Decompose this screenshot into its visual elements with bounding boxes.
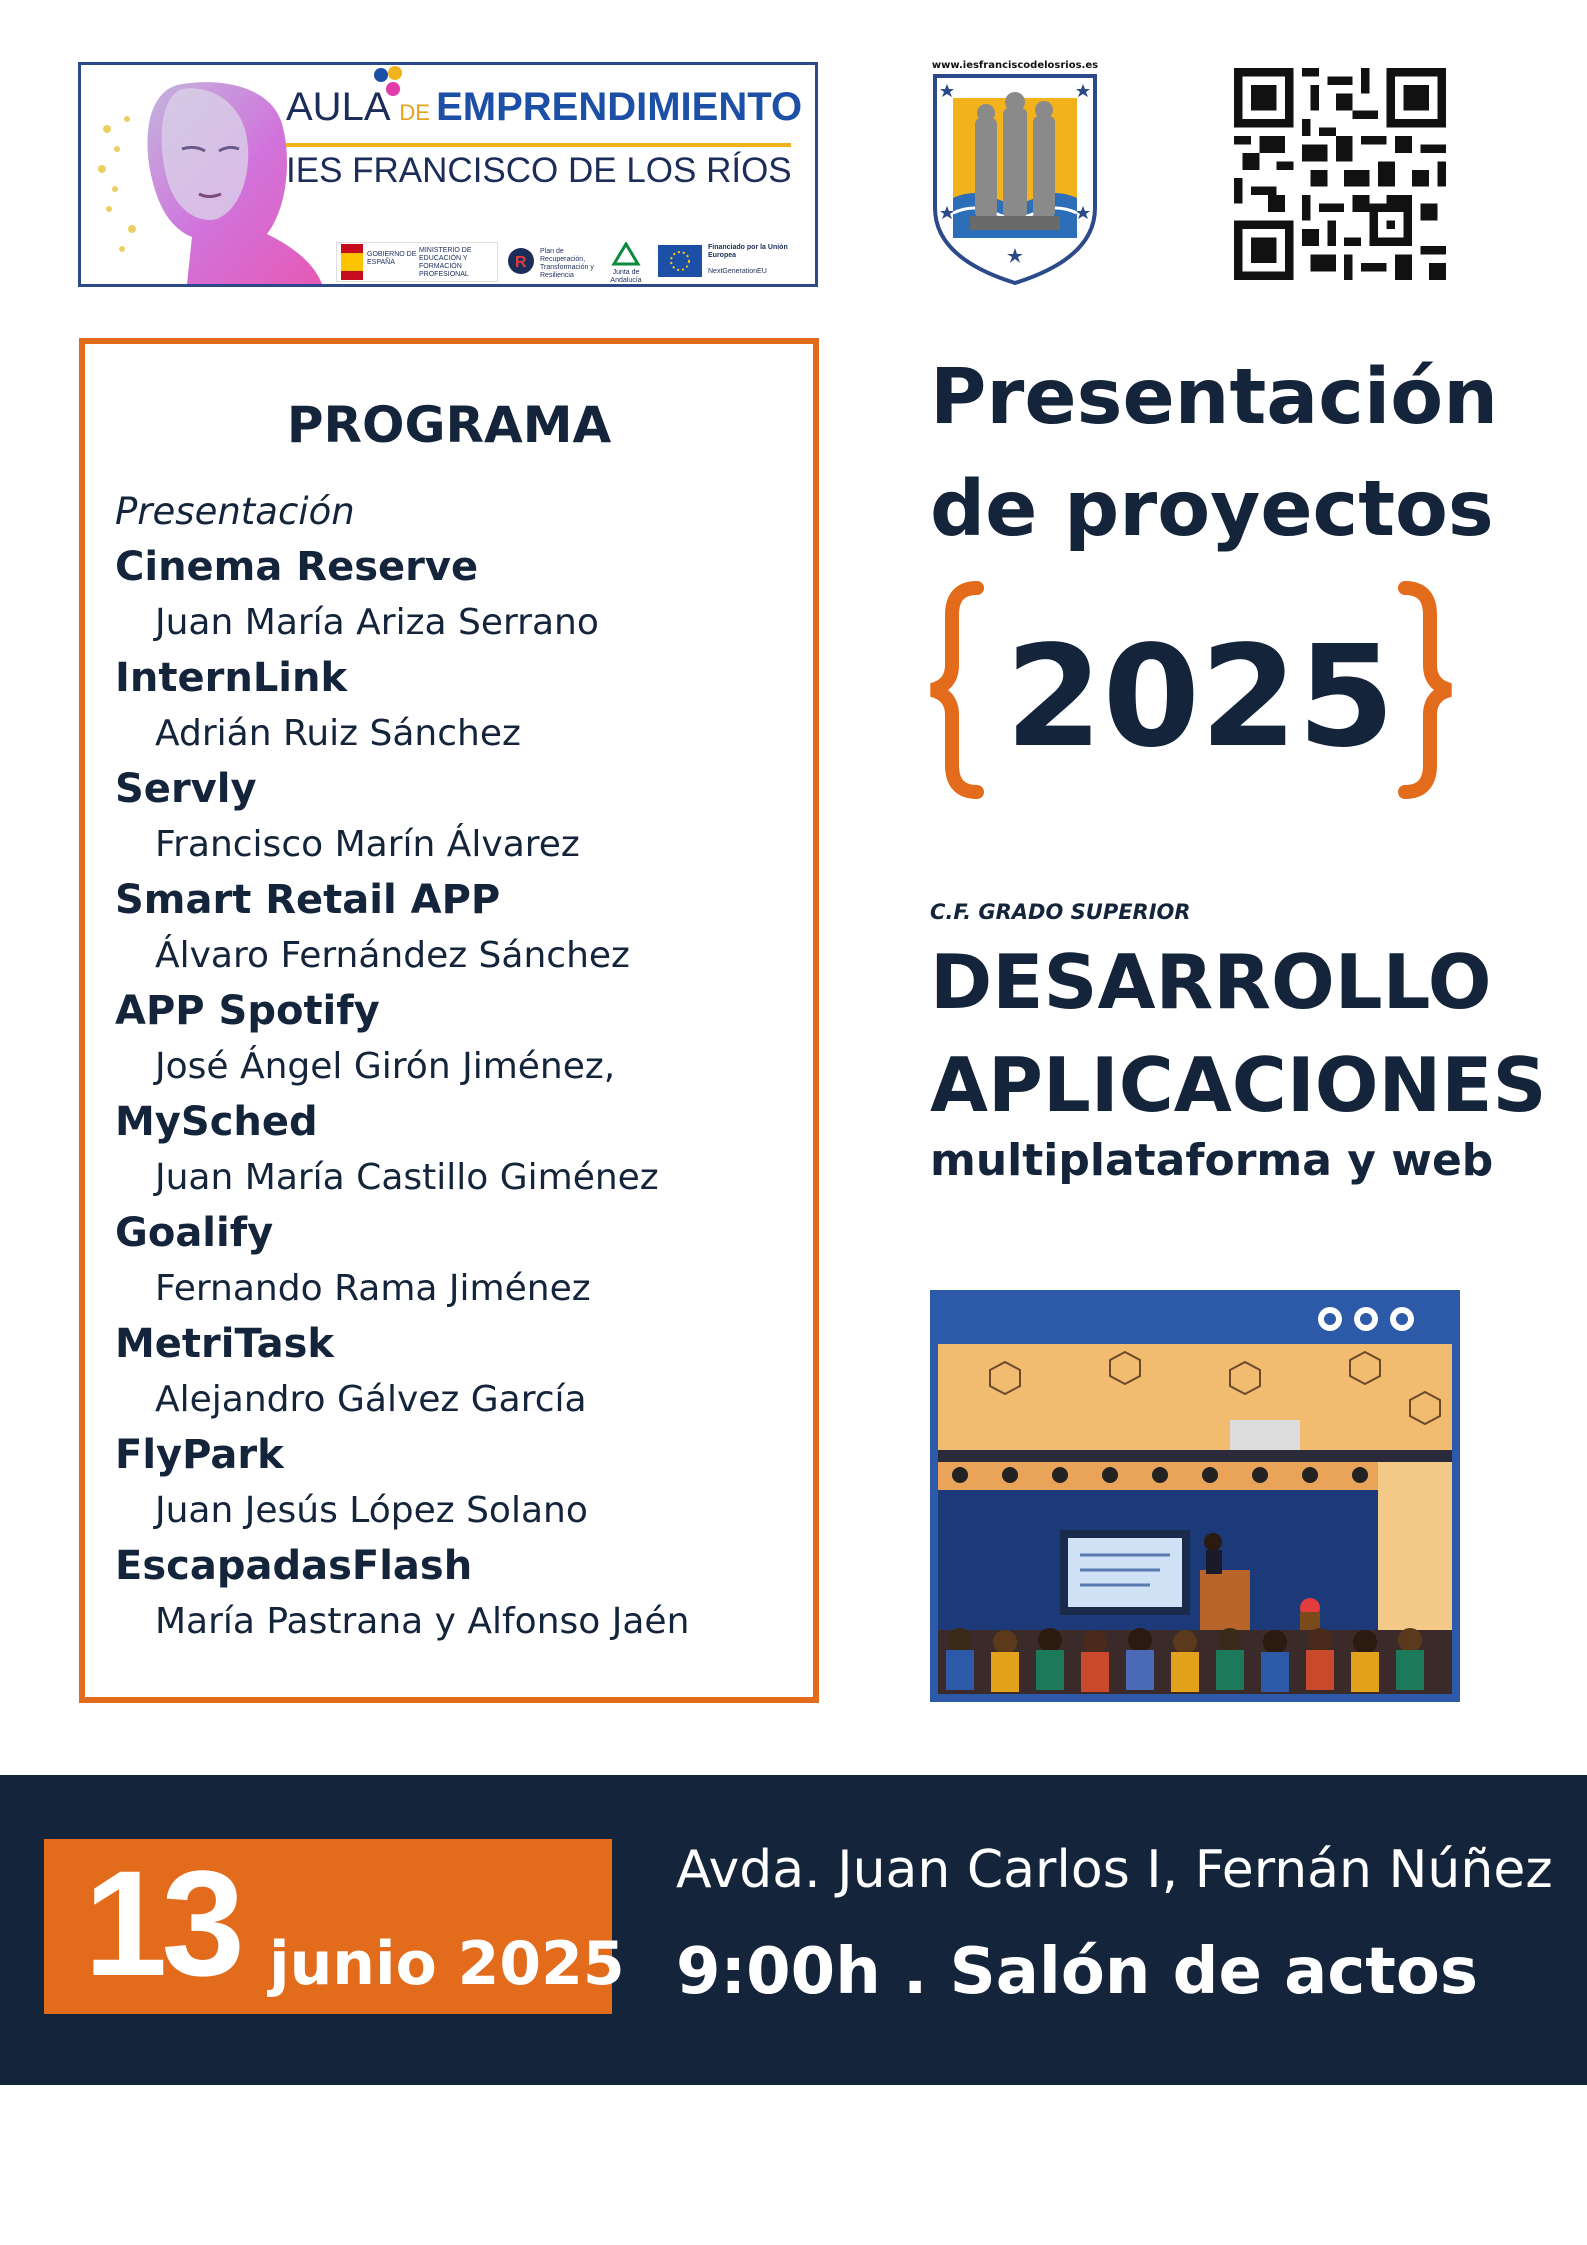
- project-author: Fernando Rama Jiménez: [155, 1268, 591, 1309]
- course-level: C.F. GRADO SUPERIOR: [930, 900, 1191, 924]
- eu-flag-icon: [658, 245, 702, 277]
- programa-panel: [79, 338, 819, 1703]
- project-author: Juan María Castillo Giménez: [155, 1157, 659, 1198]
- headline-line1: Presentación: [930, 353, 1499, 442]
- school-crest-icon: [925, 58, 1105, 286]
- project-author: Adrián Ruiz Sánchez: [155, 713, 521, 754]
- project-author: Francisco Marín Álvarez: [155, 824, 580, 865]
- course-title-line2: APLICACIONES: [930, 1041, 1547, 1129]
- auditorium-illustration-icon: [930, 1290, 1460, 1702]
- plan-recuperacion-logo: R Plan de Recuperación, Transformación y Resiliencia: [504, 242, 594, 280]
- project-name: MetriTask: [115, 1321, 335, 1367]
- project-name: Servly: [115, 766, 257, 812]
- event-year: 2025: [1005, 616, 1395, 779]
- school-website[interactable]: www.iesfranciscodelosrios.es: [931, 60, 1099, 71]
- headline-line2: de proyectos: [930, 465, 1494, 554]
- project-name: MySched: [115, 1099, 318, 1145]
- project-author: José Ángel Girón Jiménez,: [155, 1046, 616, 1087]
- svg-text:R: R: [515, 254, 527, 271]
- date-box: [44, 1839, 625, 2014]
- project-name: FlyPark: [115, 1432, 284, 1478]
- event-day: 13: [84, 1839, 239, 2007]
- course-subtitle: multiplataforma y web: [930, 1135, 1494, 1186]
- logo-school-name: IES FRANCISCO DE LOS RÍOS: [286, 151, 792, 190]
- qr-code-icon[interactable]: [1234, 68, 1446, 280]
- event-headline: [930, 342, 1550, 566]
- event-month-year: junio 2025: [269, 1929, 625, 1999]
- project-name: Goalify: [115, 1210, 274, 1256]
- event-time-place: 9:00h . Salón de actos: [676, 1935, 1478, 2009]
- logo-title: AULA DE EMPRENDIMIENTO: [286, 85, 803, 129]
- project-author: María Pastrana y Alfonso Jaén: [155, 1601, 690, 1642]
- project-author: Juan María Ariza Serrano: [155, 602, 599, 643]
- programa-intro: Presentación: [115, 490, 355, 533]
- project-author: Álvaro Fernández Sánchez: [155, 935, 630, 976]
- gobierno-logo: GOBIERNO DE ESPAÑA MINISTERIO DE EDUCACIÓN Y FORMACIÓN PROFESIONAL: [336, 242, 498, 282]
- project-name: EscapadasFlash: [115, 1543, 473, 1589]
- aula-emprendimiento-logo: [78, 62, 818, 287]
- eu-funding-logo: Financiado por la Unión Europea NextGenerationEU: [658, 242, 806, 280]
- left-brace-icon: [922, 580, 992, 800]
- funding-logos: [336, 242, 806, 284]
- project-name: Smart Retail APP: [115, 877, 501, 923]
- programa-list: [115, 484, 805, 1649]
- project-author: Juan Jesús López Solano: [155, 1490, 588, 1531]
- event-address: Avda. Juan Carlos I, Fernán Núñez: [676, 1840, 1553, 1900]
- plan-icon: [506, 246, 536, 276]
- event-footer: [0, 1775, 1587, 2085]
- project-name: InternLink: [115, 655, 348, 701]
- project-name: APP Spotify: [115, 988, 380, 1034]
- logo-divider: [286, 143, 791, 147]
- right-brace-icon: [1390, 580, 1460, 800]
- spain-flag-icon: [341, 244, 363, 280]
- junta-andalucia-logo: Junta de Andalucía: [601, 242, 651, 280]
- course-title-line1: DESARROLLO: [930, 938, 1492, 1026]
- project-name: Cinema Reserve: [115, 544, 479, 590]
- project-author: Alejandro Gálvez García: [155, 1379, 587, 1420]
- junta-icon: [611, 242, 641, 266]
- programa-title: PROGRAMA: [286, 396, 612, 454]
